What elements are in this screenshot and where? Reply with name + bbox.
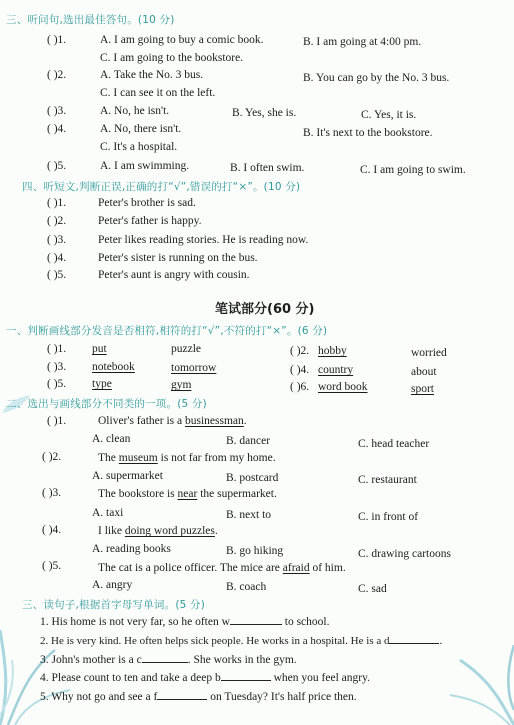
- word-2: worried: [411, 347, 447, 359]
- question-stem: [98, 451, 276, 465]
- option-a: A. reading books: [92, 543, 171, 555]
- q-number: ( )1.: [47, 34, 67, 46]
- section-title-listening-answers: 三、听问句,选出最佳答句。(10 分): [6, 14, 175, 26]
- sentence-part: 4. Please count to ten and take a deep b: [40, 672, 221, 684]
- option-a: A. I am swimming.: [100, 160, 190, 172]
- q-number: ( )3.: [47, 234, 67, 246]
- answer-blank[interactable]: [389, 633, 439, 644]
- stem-post: .: [214, 525, 218, 537]
- sentence-part: 5. Why not go and see a f: [40, 691, 158, 703]
- answer-blank[interactable]: [157, 689, 207, 700]
- option-a: A. No, there isn't.: [100, 123, 182, 135]
- word-1-text: word book: [318, 381, 368, 393]
- option-c: C. restaurant: [358, 474, 417, 486]
- q-number: ( )4.: [47, 252, 67, 264]
- sentence-part: .: [439, 635, 443, 647]
- sentence-part: . She works in the gym.: [187, 654, 297, 666]
- q-number: ( )1.: [47, 343, 67, 355]
- option-c: C. It's a hospital.: [100, 141, 178, 153]
- sentence-4: [40, 670, 370, 685]
- stem-pre: The bookstore is: [98, 488, 178, 500]
- option-a: A. supermarket: [92, 470, 163, 482]
- option-b: B. go hiking: [226, 545, 284, 557]
- sentence-1: [40, 614, 330, 629]
- q-number: ( )2.: [42, 451, 62, 463]
- answer-blank[interactable]: [142, 652, 188, 663]
- sentence-5: [40, 689, 357, 704]
- word-2: gym: [171, 379, 192, 391]
- q-number: ( )4.: [290, 364, 310, 376]
- q-number: ( )3.: [42, 487, 62, 499]
- stem-post: of him.: [309, 562, 346, 574]
- stem-underlined: doing word puzzles: [124, 525, 215, 537]
- statement: Peter likes reading stories. He is reading now.: [98, 234, 309, 246]
- question-stem: [98, 524, 218, 538]
- word-2: tomorrow: [171, 362, 217, 374]
- statement: Peter's brother is sad.: [98, 197, 196, 209]
- option-a: A. No, he isn't.: [100, 105, 170, 117]
- word-2: puzzle: [171, 343, 202, 355]
- word-2: about: [411, 366, 437, 378]
- sentence-part: 1. His home is not very far, so he often w: [40, 616, 230, 628]
- option-b: B. dancer: [226, 435, 271, 447]
- sentence-part: on Tuesday? It's half price then.: [210, 691, 357, 703]
- q-number: ( )5.: [42, 560, 62, 572]
- option-a: A. angry: [92, 579, 133, 591]
- section-title-initial-letters: 三、读句子,根据首字母写单词。(5 分): [22, 599, 206, 611]
- word-1: country: [318, 364, 354, 376]
- statement: Peter's sister is running on the bus.: [98, 252, 258, 264]
- section-title-odd-one-out: 二、选出与画线部分不同类的一项。(5 分): [6, 398, 207, 410]
- stem-underlined: museum: [118, 452, 158, 464]
- option-b: B. I am going at 4:00 pm.: [303, 36, 422, 48]
- q-number: ( )4.: [47, 123, 67, 135]
- word-1: put: [92, 343, 107, 355]
- sentence-part: 2. He is very kind. He often helps sick people. He works in a hospital. He is a d: [40, 635, 390, 647]
- stem-post: the supermarket.: [197, 488, 277, 500]
- stem-pre: The: [98, 452, 119, 464]
- option-c: C. sad: [358, 583, 387, 595]
- statement: Peter's father is happy.: [98, 215, 202, 227]
- word-1: notebook: [92, 361, 135, 373]
- stem-underlined: afraid: [282, 562, 310, 574]
- option-c: C. I am going to the bookstore.: [100, 52, 244, 64]
- option-b: B. Yes, she is.: [232, 107, 297, 119]
- option-b: B. I often swim.: [230, 162, 305, 174]
- q-number: ( )5.: [47, 269, 67, 281]
- word-1: hobby: [318, 345, 347, 357]
- q-number: ( )1.: [47, 197, 67, 209]
- question-stem: [98, 487, 277, 501]
- option-a: A. Take the No. 3 bus.: [100, 69, 204, 81]
- option-a: A. taxi: [92, 507, 124, 519]
- word-2-text: sport: [411, 383, 434, 395]
- option-c: C. I am going to swim.: [360, 164, 466, 176]
- q-number: ( )5.: [47, 378, 67, 390]
- question-stem: [98, 561, 346, 575]
- q-number: ( )1.: [47, 415, 67, 427]
- q-number: ( )2.: [290, 345, 310, 357]
- question-stem: [98, 414, 247, 428]
- word-1: type: [92, 378, 112, 390]
- word-1: [318, 380, 368, 394]
- sentence-part: to school.: [284, 616, 330, 628]
- sentence-2: [40, 633, 442, 648]
- option-b: B. next to: [226, 509, 272, 521]
- option-b: B. coach: [226, 581, 267, 593]
- option-c: C. drawing cartoons: [358, 548, 451, 560]
- section-title-true-false: 四、听短文,判断正误,正确的打“√”,错误的打“×”。(10 分): [22, 181, 301, 193]
- word-2: [411, 382, 434, 396]
- stem-underlined: businessman: [185, 415, 244, 427]
- option-c: C. Yes, it is.: [361, 109, 417, 121]
- option-a: A. clean: [92, 433, 131, 445]
- written-part-title: 笔试部分(60 分): [215, 302, 315, 317]
- answer-blank[interactable]: [230, 614, 282, 625]
- stem-pre: I like: [98, 525, 125, 537]
- stem-underlined: near: [177, 488, 198, 500]
- option-b: B. postcard: [226, 472, 279, 484]
- option-b: B. You can go by the No. 3 bus.: [303, 72, 450, 84]
- option-b: B. It's next to the bookstore.: [303, 127, 433, 139]
- q-number: ( )2.: [47, 215, 67, 227]
- stem-post: is not far from my home.: [157, 452, 276, 464]
- stem-post: .: [243, 415, 247, 427]
- q-number: ( )4.: [42, 524, 62, 536]
- option-a: A. I am going to buy a comic book.: [100, 34, 264, 46]
- sentence-part: 3. John's mother is a c: [40, 654, 142, 666]
- q-number: ( )3.: [47, 361, 67, 373]
- statement: Peter's aunt is angry with cousin.: [98, 269, 250, 281]
- sentence-part: when you feel angry.: [273, 672, 370, 684]
- q-number: ( )2.: [47, 69, 67, 81]
- answer-blank[interactable]: [221, 670, 271, 681]
- stem-pre: The cat is a police officer. The mice are: [98, 562, 283, 574]
- option-c: C. head teacher: [358, 438, 430, 450]
- section-title-pronunciation: 一、判断画线部分发音是否相符,相符的打“√”,不符的打“×”。(6 分): [6, 325, 328, 337]
- q-number: ( )6.: [290, 381, 310, 393]
- sentence-3: [40, 652, 297, 667]
- option-c: C. in front of: [358, 511, 419, 523]
- option-c: C. I can see it on the left.: [100, 87, 216, 99]
- q-number: ( )5.: [47, 160, 67, 172]
- q-number: ( )3.: [47, 105, 67, 117]
- stem-pre: Oliver's father is a: [98, 415, 186, 427]
